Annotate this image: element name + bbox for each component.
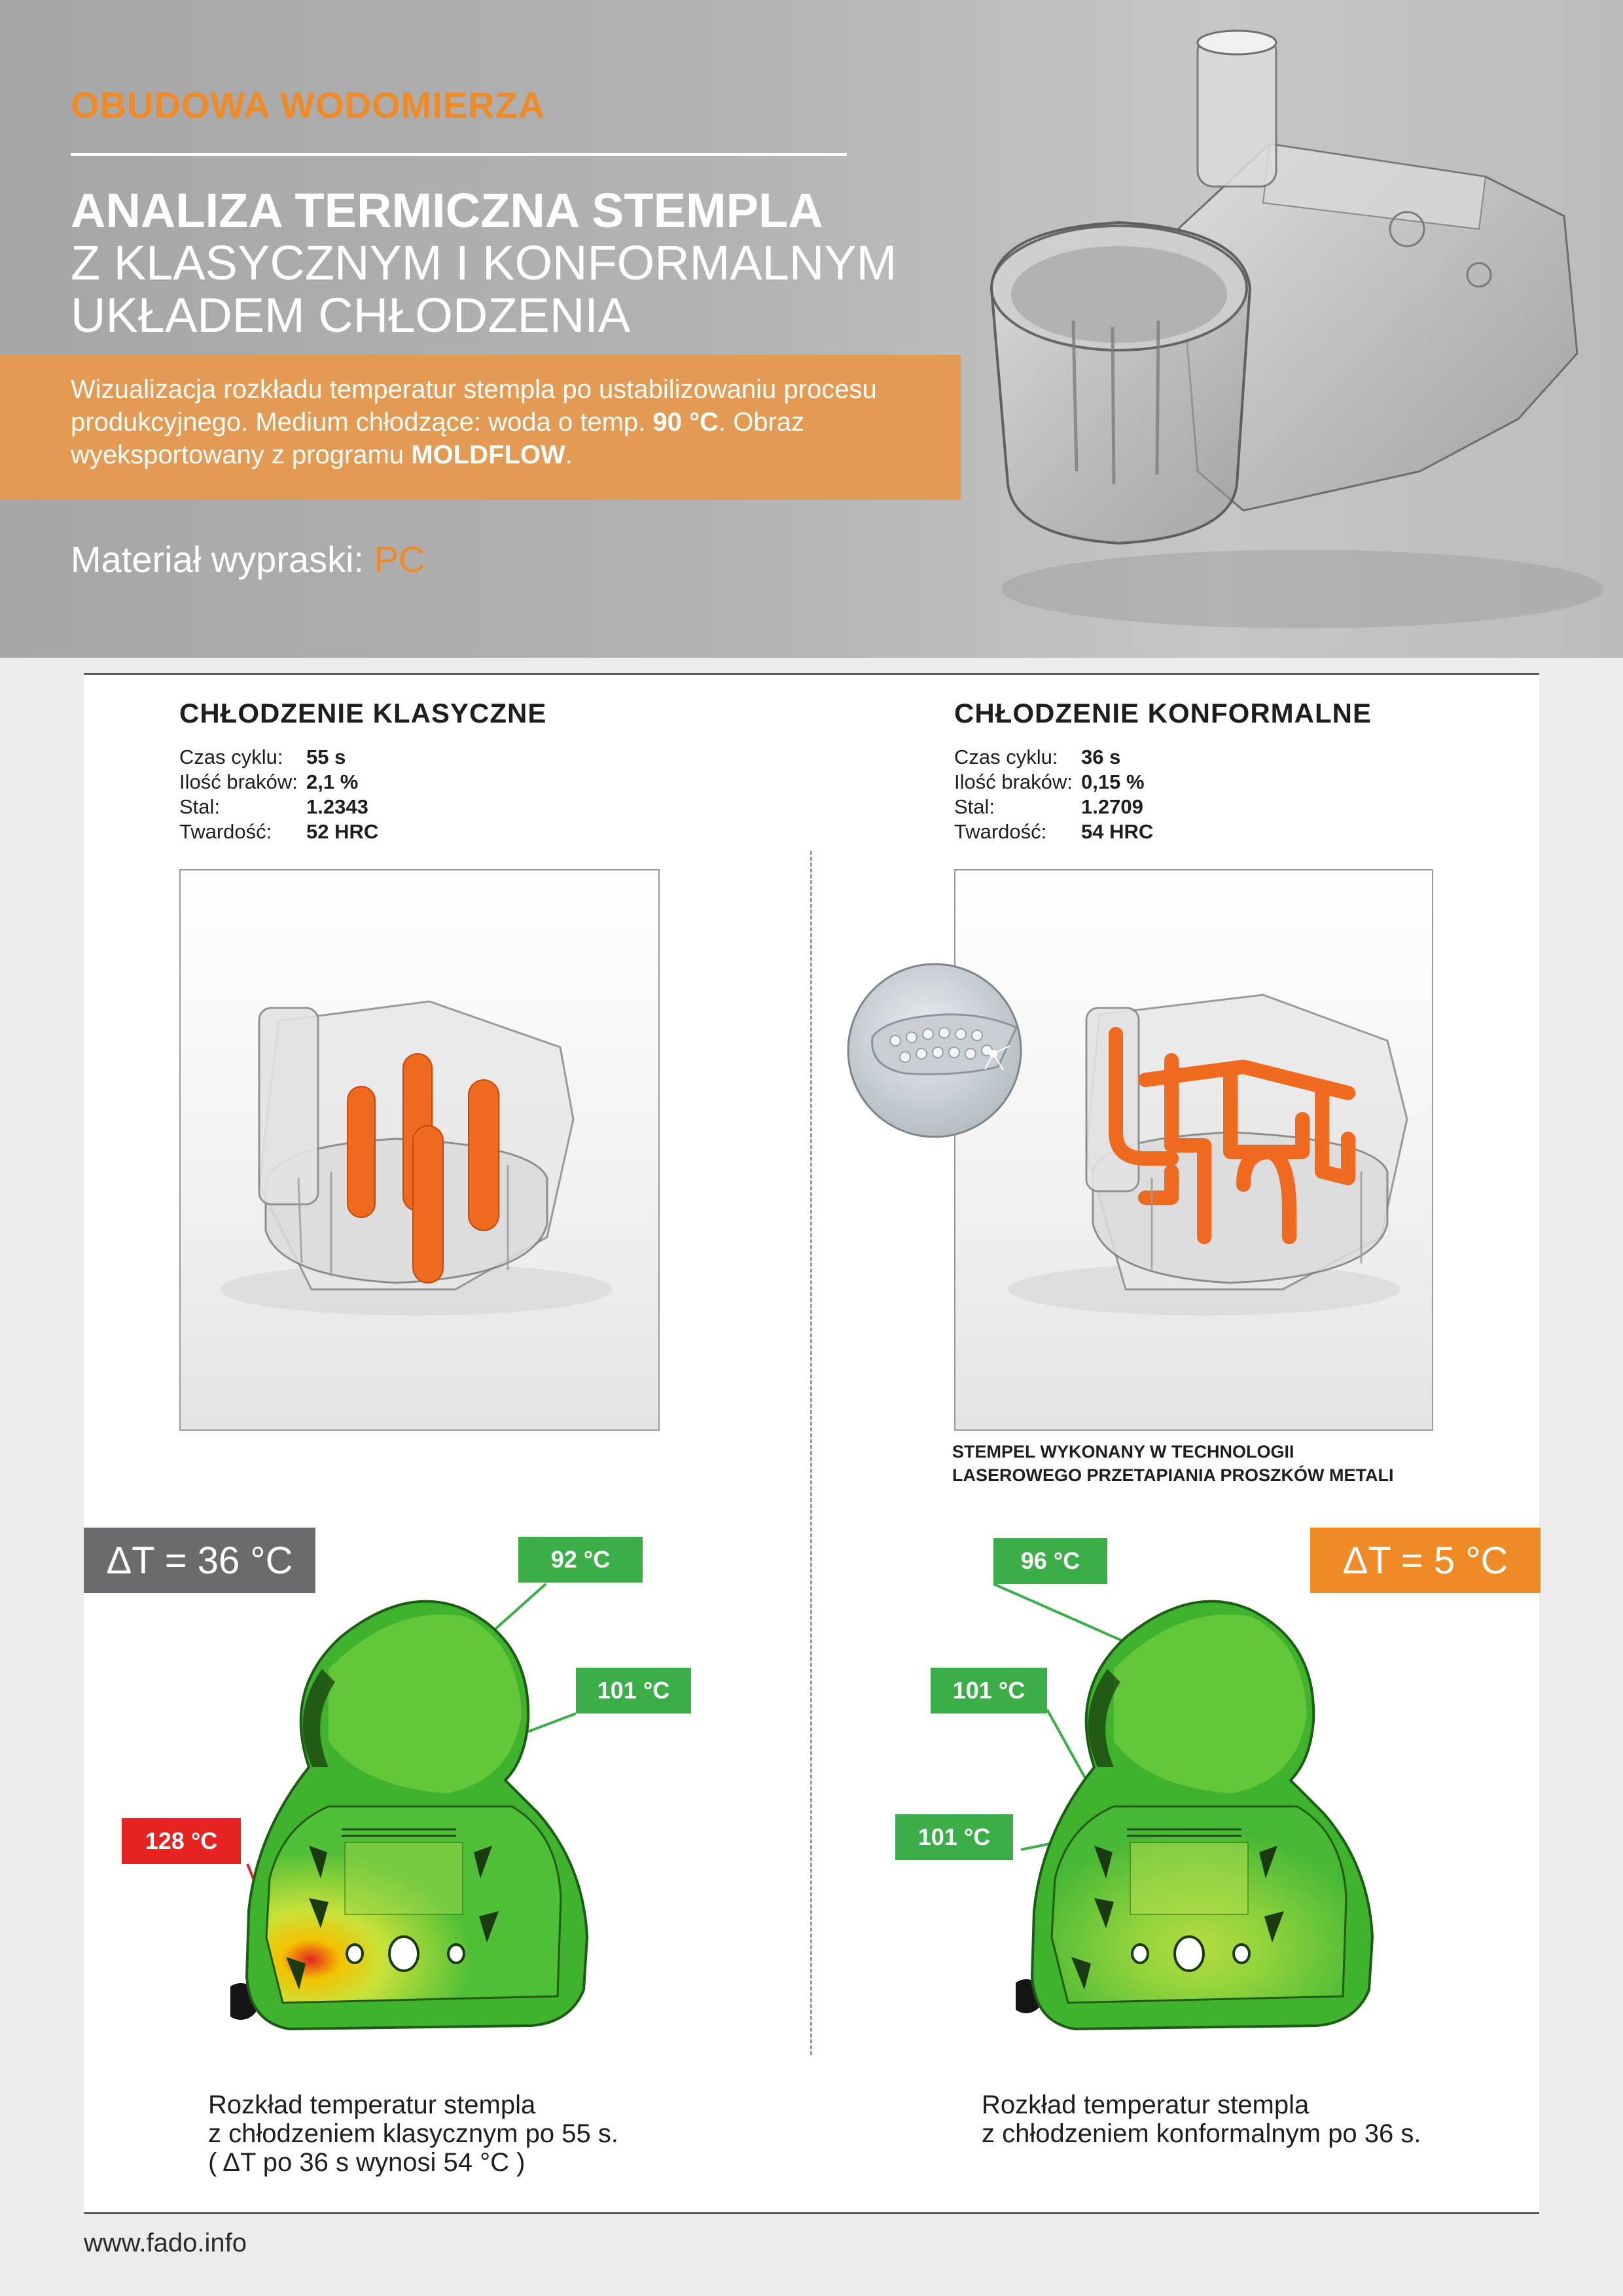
website-link[interactable]: www.fado.info xyxy=(84,2229,247,2257)
material-value: PC xyxy=(374,539,425,580)
material-line xyxy=(71,538,425,581)
spec-row xyxy=(954,745,1153,770)
spec-row xyxy=(179,819,378,844)
technology-caption xyxy=(952,1440,1394,1487)
desc-program: MOLDFLOW xyxy=(411,440,565,469)
conformal-temp-label-top: 96 °C xyxy=(993,1538,1107,1584)
header-divider xyxy=(71,153,847,156)
spec-value: 2,1 % xyxy=(306,770,359,793)
spec-row xyxy=(179,745,378,770)
caption-line: z chłodzeniem konformalnym po 36 s. xyxy=(982,2119,1421,2148)
classic-temp-label-hot: 128 °C xyxy=(122,1818,241,1864)
spec-row xyxy=(954,819,1153,844)
desc-part-2: . Obraz wyeksportowany z programu xyxy=(71,408,805,469)
conformal-specs xyxy=(954,745,1153,844)
spec-value: 54 HRC xyxy=(1081,820,1154,843)
classic-specs xyxy=(179,745,378,844)
classic-bottom-caption xyxy=(208,2090,618,2177)
conformal-temp-label-mid-2: 101 °C xyxy=(895,1814,1013,1860)
description-band xyxy=(0,355,961,500)
conformal-thermal-map xyxy=(1016,1571,1382,2042)
housing-render-image xyxy=(962,13,1623,658)
spec-label: Ilość braków: xyxy=(954,770,1073,793)
spec-value: 0,15 % xyxy=(1081,770,1145,793)
classic-cooling-render xyxy=(179,869,660,1431)
spec-label: Stal: xyxy=(954,795,995,818)
classic-temp-label-top: 92 °C xyxy=(518,1537,643,1583)
spec-value: 1.2709 xyxy=(1081,795,1143,818)
desc-temperature: 90 °C xyxy=(652,408,719,437)
title-line-2: Z KLASYCZNYM I KONFORMALNYM xyxy=(71,236,897,290)
spec-label: Czas cyklu: xyxy=(954,745,1058,768)
spec-label: Twardość: xyxy=(954,820,1047,843)
conformal-temp-label-mid-1: 101 °C xyxy=(931,1668,1047,1713)
classic-heading: CHŁODZENIE KLASYCZNE xyxy=(179,698,547,728)
header-banner xyxy=(0,0,1623,658)
title-line-1: ANALIZA TERMICZNA STEMPLA xyxy=(71,183,823,238)
spec-label: Czas cyklu: xyxy=(179,745,283,768)
column-divider xyxy=(810,851,812,2055)
tech-caption-line-1: STEMPEL WYKONANY W TECHNOLOGII xyxy=(952,1442,1294,1462)
spec-row xyxy=(179,770,378,795)
material-label: Materiał wypraski: xyxy=(71,539,374,580)
spec-row xyxy=(179,795,378,819)
spec-value: 52 HRC xyxy=(306,820,379,843)
spec-label: Ilość braków: xyxy=(179,770,298,793)
page-title xyxy=(71,185,897,342)
spec-value: 55 s xyxy=(306,745,346,768)
title-line-3: UKŁADEM CHŁODZENIA xyxy=(71,288,631,342)
caption-line: Rozkład temperatur stempla xyxy=(982,2090,1310,2119)
laser-insert-inset-image xyxy=(846,962,1023,1139)
conformal-delta-t-badge: ΔT = 5 °C xyxy=(1310,1528,1541,1593)
spec-value: 1.2343 xyxy=(306,795,368,818)
series-title: OBUDOWA WODOMIERZA xyxy=(71,84,546,126)
classic-delta-t-badge: ΔT = 36 °C xyxy=(84,1528,315,1593)
desc-part-1: Wizualizacja rozkładu temperatur stempla po ustabilizowaniu procesu produkcyjnego. Medium chłodzące: woda o temp. xyxy=(71,375,877,437)
conformal-cooling-render xyxy=(954,869,1433,1431)
spec-label: Twardość: xyxy=(179,820,272,843)
caption-line: Rozkład temperatur stempla xyxy=(208,2090,536,2119)
spec-value: 36 s xyxy=(1081,745,1121,768)
tech-caption-line-2: LASEROWEGO PRZETAPIANIA PROSZKÓW METALI xyxy=(952,1465,1394,1485)
desc-part-3: . xyxy=(565,440,573,469)
conformal-heading: CHŁODZENIE KONFORMALNE xyxy=(954,698,1372,728)
caption-line: ( ΔT po 36 s wynosi 54 °C ) xyxy=(208,2148,526,2177)
spec-label: Stal: xyxy=(179,795,221,818)
spec-row xyxy=(954,770,1153,795)
classic-temp-label-mid: 101 °C xyxy=(576,1668,691,1713)
classic-thermal-map xyxy=(230,1571,597,2042)
caption-line: z chłodzeniem klasycznym po 55 s. xyxy=(208,2119,618,2148)
spec-row xyxy=(954,795,1153,819)
conformal-bottom-caption xyxy=(982,2090,1421,2148)
footer-divider xyxy=(84,2212,1539,2214)
